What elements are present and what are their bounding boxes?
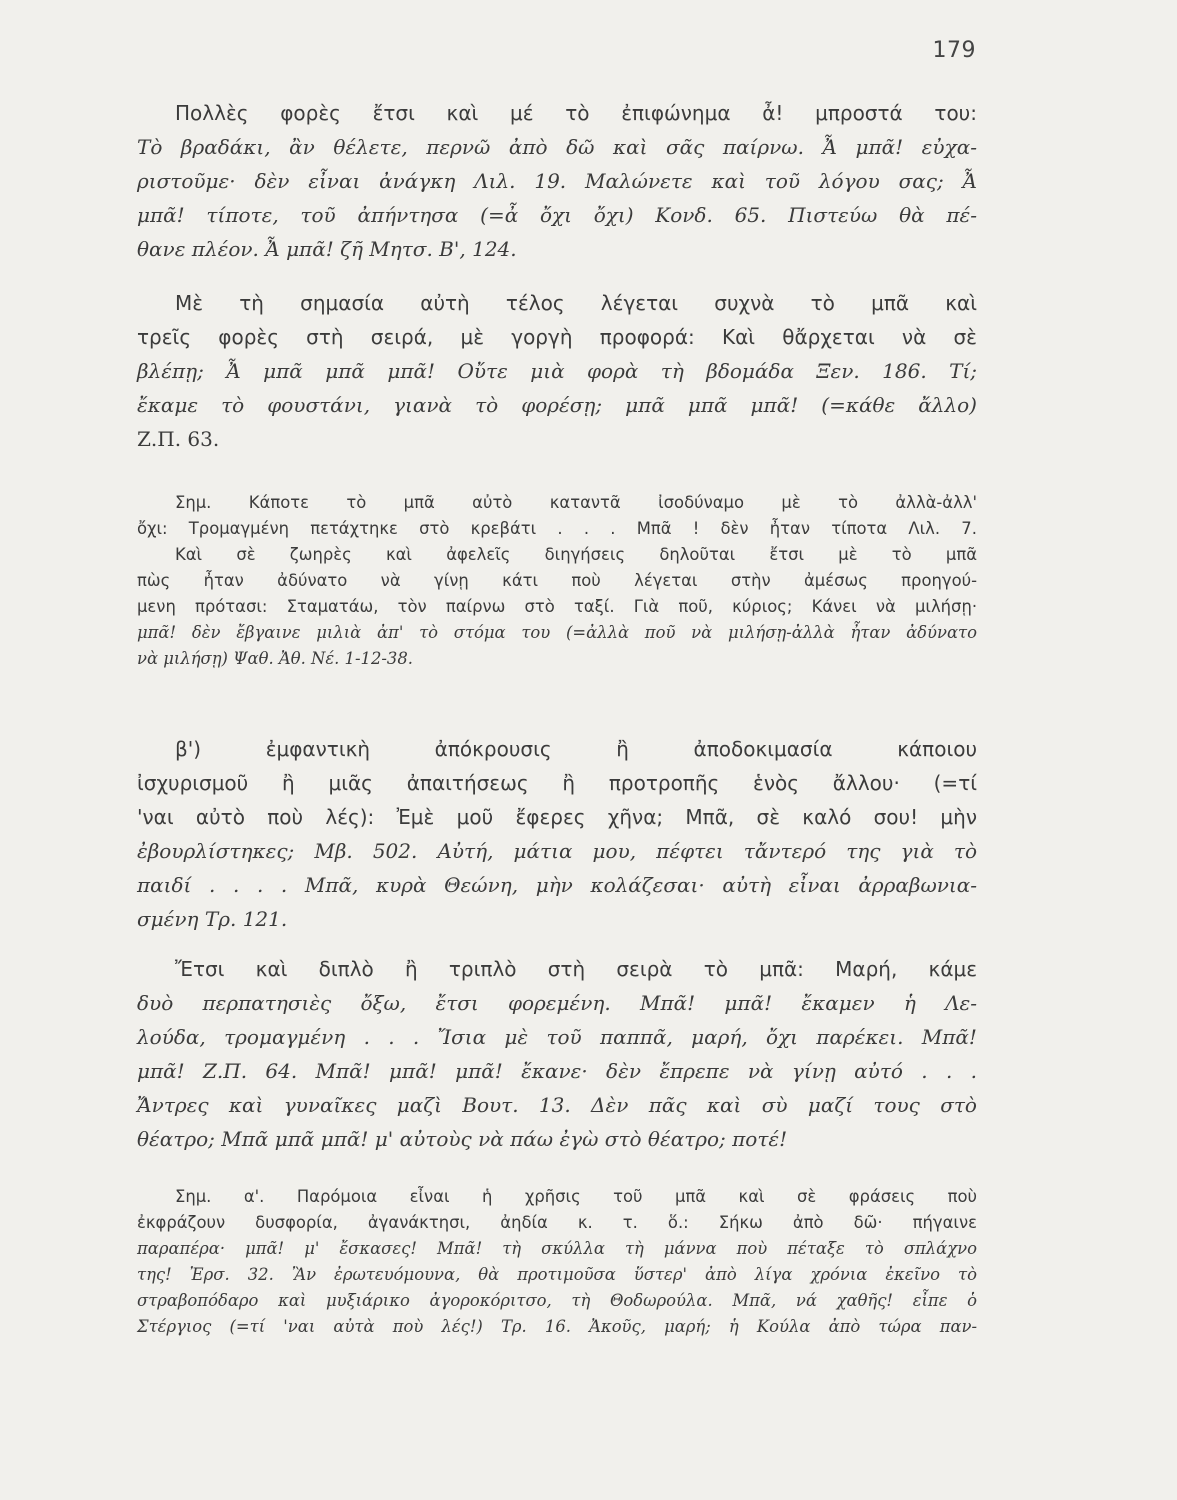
text-line-content: ἐκφράζουν δυσφορία, ἀγανάκτησι, ἀηδία κ. τ. ὅ.: Σήκω ἀπὸ δῶ· πήγαινε [137,1213,977,1232]
text-line [137,1314,977,1340]
paragraph-3 [137,732,977,936]
text-line-content: μπᾶ! δὲν ἔβγαινε μιλιὰ ἀπ' τὸ στόμα του (=ἀλλὰ ποῦ νὰ μιλήσῃ-ἀλλὰ ἦταν ἀδύνατο [137,623,977,642]
text-line [137,1236,977,1262]
text-line [137,286,977,320]
text-line [137,1262,977,1288]
text-line [137,320,977,354]
text-line [137,516,977,542]
text-line [137,952,977,986]
text-line-content: ριστοῦμε· δὲν εἶναι ἀνάγκη Λιλ. 19. Μαλώνετε καὶ τοῦ λόγου σας; Ἆ [137,169,977,193]
text-line [137,732,977,766]
text-line [137,164,977,198]
text-line-content: ἔκαμε τὸ φουστάνι, γιανὰ τὸ φορέσῃ; μπᾶ μπᾶ μπᾶ! (=κάθε ἄλλο) [137,393,977,417]
text-line-content: σμένη Τρ. 121. [137,907,288,931]
text-line [137,1288,977,1314]
paragraph-2 [137,286,977,456]
text-line-content: Σημ. α'. Παρόμοια εἶναι ἡ χρῆσις τοῦ μπᾶ καὶ σὲ φράσεις ποὺ [175,1187,978,1206]
text-line [137,766,977,800]
text-line-content: παιδί . . . . Μπᾶ, κυρὰ Θεώνη, μὴν κολάζεσαι· αὐτὴ εἶναι ἀρραβωνια- [137,873,978,897]
text-line [137,96,977,130]
page-number: 179 [932,38,976,63]
text-line [137,902,977,936]
text-line [137,542,977,568]
text-line-content: λούδα, τρομαγμένη . . . Ἴσια μὲ τοῦ παππᾶ, μαρή, ὄχι παρέκει. Μπᾶ! [137,1025,977,1049]
text-line-content: θανε πλέον. Ἆ μπᾶ! ζῆ Μητσ. Β', 124. [137,237,517,261]
text-line [137,986,977,1020]
text-line-content: μπᾶ! τίποτε, τοῦ ἀπήντησα (=ἆ ὄχι ὄχι) Κονδ. 65. Πιστεύω θὰ πέ- [137,203,978,227]
text-line [137,868,977,902]
text-line-content: ἐβουρλίστηκες; Μβ. 502. Αὐτή, μάτια μου, πέφτει τἄντερό της γιὰ τὸ [137,839,978,863]
text-line [137,834,977,868]
text-line-content: Ζ.Π. 63. [137,427,220,451]
text-line-content: Στέργιος (=τί 'ναι αὐτὰ ποὺ λές!) Τρ. 16. Ἀκοῦς, μαρή; ἡ Κούλα ἀπὸ τώρα παν- [137,1317,978,1336]
text-line [137,1088,977,1122]
text-line-content: μενη πρότασι: Σταματάω, τὸν παίρνω στὸ ταξί. Γιὰ ποῦ, κύριος; Κάνει νὰ μιλήσῃ· [137,597,978,616]
text-line [137,620,977,646]
text-line [137,130,977,164]
text-line-content: πὼς ἦταν ἀδύνατο νὰ γίνῃ κάτι ποὺ λέγεται στὴν ἀμέσως προηγού- [137,571,977,590]
text-line-content: ὄχι: Τρομαγμένη πετάχτηκε στὸ κρεβάτι . . . Μπᾶ ! δὲν ἦταν τίποτα Λιλ. 7. [137,519,977,538]
paragraph-4 [137,952,977,1156]
text-line [137,1020,977,1054]
text-line-content: παραπέρα· μπᾶ! μ' ἔσκασες! Μπᾶ! τὴ σκύλλα τὴ μάννα ποὺ πέταξε τὸ σπλάχνο [137,1239,977,1258]
text-line [137,422,977,456]
text-line [137,1122,977,1156]
text-line-content: μπᾶ! Ζ.Π. 64. Μπᾶ! μπᾶ! μπᾶ! ἔκανε· δὲν ἔπρεπε νὰ γίνῃ αὐτό . . . [137,1059,978,1083]
text-line-content: ἰσχυρισμοῦ ἢ μιᾶς ἀπαιτήσεως ἢ προτροπῆς ἑνὸς ἄλλου· (=τί [137,771,977,795]
text-line [137,594,977,620]
text-line-content: 'ναι αὐτὸ ποὺ λές): Ἐμὲ μοῦ ἔφερες χῆνα; Μπᾶ, σὲ καλό σου! μὴν [137,805,977,829]
text-line-content: Τὸ βραδάκι, ἂν θέλετε, περνῶ ἀπὸ δῶ καὶ σᾶς παίρνω. Ἆ μπᾶ! εὐχα- [137,135,977,159]
text-line-content: της! Ἐρσ. 32. Ἂν ἐρωτευόμουνα, θὰ προτιμοῦσα ὕστερ' ἀπὸ λίγα χρόνια ἐκεῖνο τὸ [137,1265,977,1284]
text-line-content: Ἔτσι καὶ διπλὸ ἢ τριπλὸ στὴ σειρὰ τὸ μπᾶ: Μαρή, κάμε [175,957,978,981]
text-line-content: β') ἐμφαντικὴ ἀπόκρουσις ἢ ἀποδοκιμασία κάποιου [175,737,978,761]
text-line [137,568,977,594]
text-line-content: νὰ μιλήσῃ) Ψαθ. Ἀθ. Νέ. 1-12-38. [137,649,413,668]
text-line [137,232,977,266]
text-line [137,646,977,672]
text-line-content: Μὲ τὴ σημασία αὐτὴ τέλος λέγεται συχνὰ τὸ μπᾶ καὶ [175,291,977,315]
text-line-content: θέατρο; Μπᾶ μπᾶ μπᾶ! μ' αὐτοὺς νὰ πάω ἐγὼ στὸ θέατρο; ποτέ! [137,1127,788,1151]
text-line [137,800,977,834]
text-line [137,1054,977,1088]
note-2 [137,1184,977,1340]
paragraph-1 [137,96,977,266]
text-line [137,388,977,422]
text-line [137,198,977,232]
text-line [137,1184,977,1210]
text-line-content: στραβοπόδαρο καὶ μυξιάρικο ἀγοροκόριτσο, τὴ Θοδωρούλα. Μπᾶ, νά χαθῆς! εἶπε ὁ [137,1291,978,1310]
text-line-content: Πολλὲς φορὲς ἔτσι καὶ μέ τὸ ἐπιφώνημα ἆ! μπροστά του: [175,101,977,125]
text-line [137,490,977,516]
text-line [137,1210,977,1236]
text-line [137,354,977,388]
text-line-content: Καὶ σὲ ζωηρὲς καὶ ἀφελεῖς διηγήσεις δηλοῦται ἔτσι μὲ τὸ μπᾶ [175,545,978,564]
text-line-content: τρεῖς φορὲς στὴ σειρά, μὲ γοργὴ προφορά: Καὶ θἄρχεται νὰ σὲ [137,325,977,349]
text-line-content: Ἄντρες καὶ γυναῖκες μαζὶ Βουτ. 13. Δὲν πᾶς καὶ σὺ μαζί τους στὸ [137,1093,977,1117]
text-line-content: Σημ. Κάποτε τὸ μπᾶ αὐτὸ καταντᾶ ἰσοδύναμο μὲ τὸ ἀλλὰ-ἀλλ' [175,493,978,512]
note-1 [137,490,977,672]
text-line-content: δυὸ περπατησιὲς ὄξω, ἔτσι φορεμένη. Μπᾶ! μπᾶ! ἔκαμεν ἡ Λε- [137,991,978,1015]
text-line-content: βλέπῃ; Ἆ μπᾶ μπᾶ μπᾶ! Οὔτε μιὰ φορὰ τὴ βδομάδα Ξεν. 186. Τί; [137,359,978,383]
